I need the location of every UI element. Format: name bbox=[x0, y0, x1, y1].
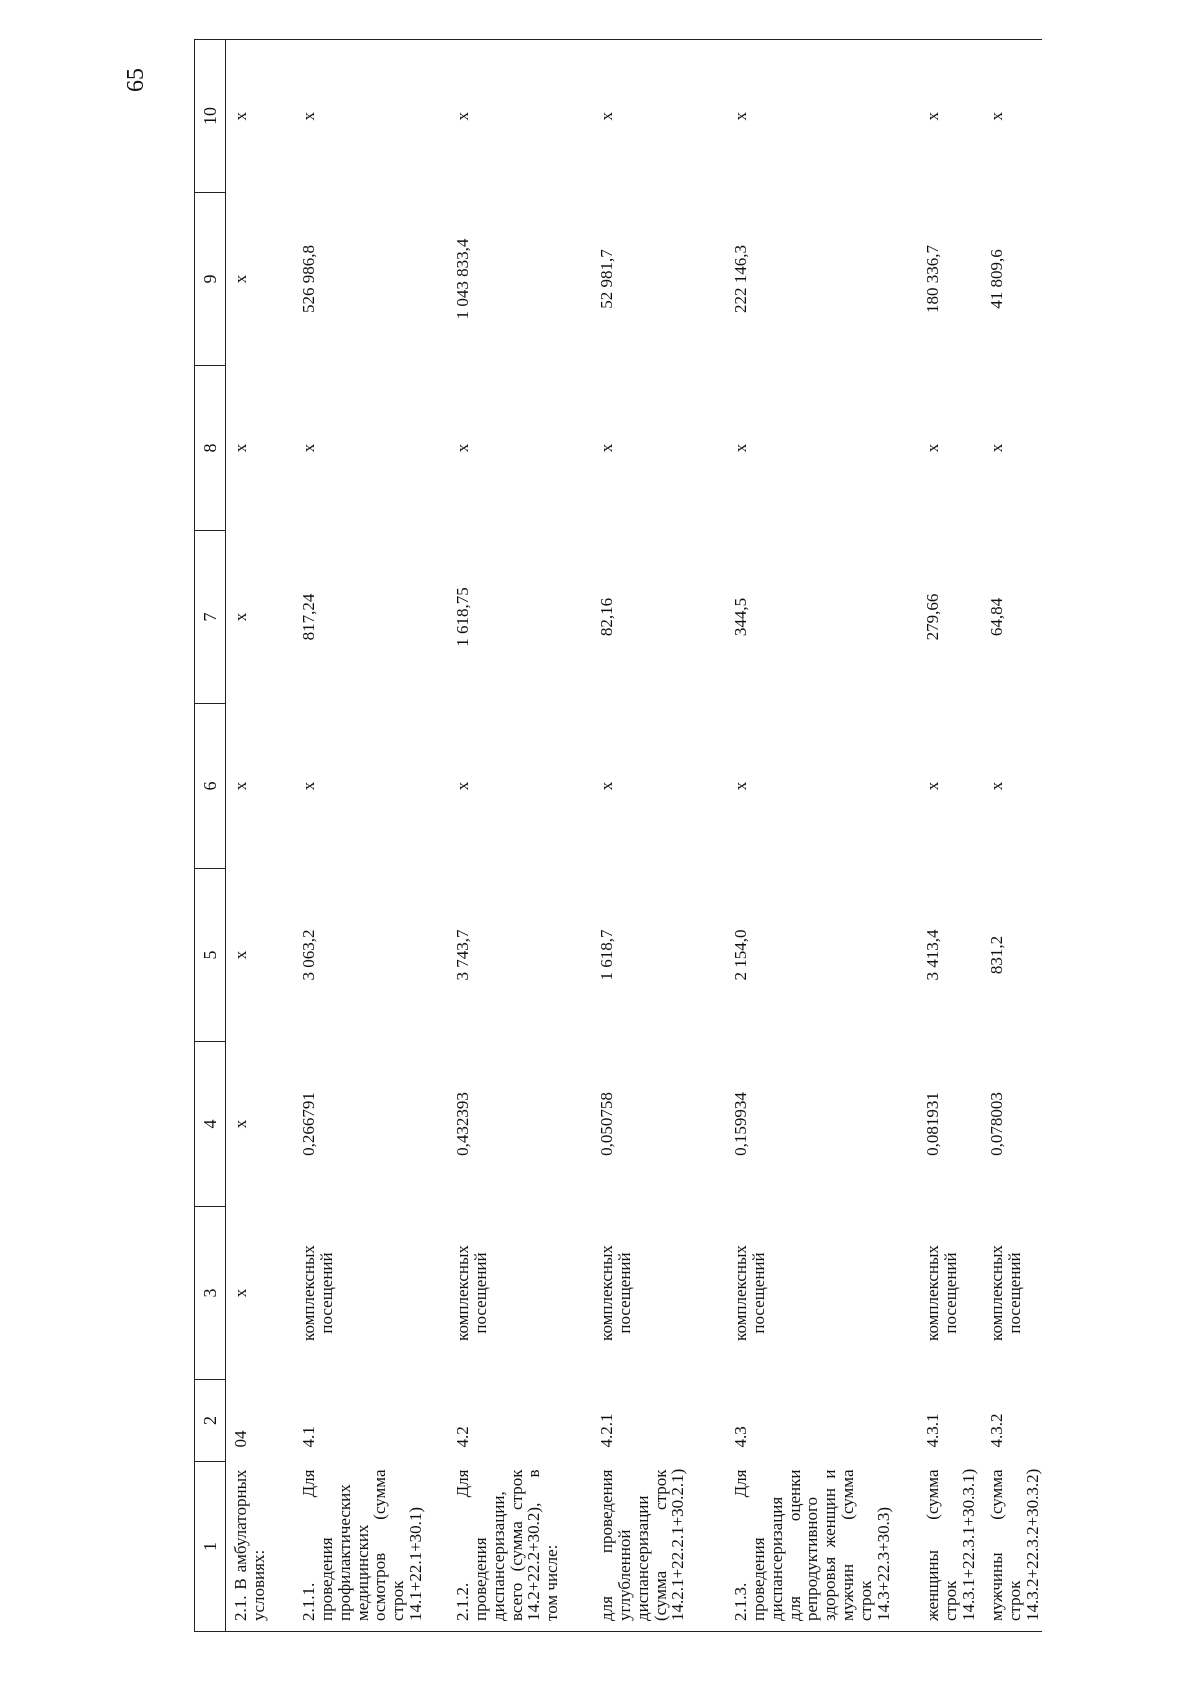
cell-col8: х bbox=[231, 443, 250, 453]
col-header-6: 6 bbox=[195, 704, 226, 869]
col-header-8: 8 bbox=[195, 366, 226, 531]
cell-col9: 52 981,7 bbox=[597, 249, 616, 309]
row-code: 4.3.2 bbox=[987, 1413, 1006, 1448]
cell-col6: х bbox=[231, 781, 250, 791]
cell-col8: х bbox=[453, 443, 472, 453]
cell-col10: х bbox=[294, 40, 448, 193]
unit-cell: комплексных посещений bbox=[987, 1245, 1024, 1341]
col-header-10: 10 bbox=[195, 40, 226, 193]
cell-col8: х bbox=[923, 443, 942, 453]
row-code: 4.1 bbox=[299, 1426, 318, 1448]
cell-col7: 1 618,75 bbox=[453, 587, 472, 647]
col-header-3: 3 bbox=[195, 1207, 226, 1380]
col-header-9: 9 bbox=[195, 193, 226, 366]
cell-col5: 3 413,4 bbox=[923, 929, 942, 981]
unit-cell: х bbox=[231, 1288, 250, 1298]
cell-col5: 831,2 bbox=[987, 935, 1006, 975]
data-table bbox=[194, 39, 1042, 1632]
cell-col4: 0,266791 bbox=[299, 1092, 318, 1156]
cell-col8: х bbox=[299, 443, 318, 453]
col-header-5: 5 bbox=[195, 869, 226, 1042]
cell-col6: х bbox=[923, 781, 942, 791]
unit-cell: комплексных посещений bbox=[731, 1245, 768, 1341]
cell-col7: 82,16 bbox=[597, 597, 616, 637]
cell-col6: х bbox=[597, 781, 616, 791]
cell-col10: х bbox=[226, 40, 295, 193]
cell-col10: х bbox=[726, 40, 918, 193]
cell-col5: 3 063,2 bbox=[299, 929, 318, 981]
cell-col9: х bbox=[231, 274, 250, 284]
row-code: 04 bbox=[231, 1430, 250, 1448]
cell-col10: х bbox=[918, 40, 982, 193]
row-code: 4.3 bbox=[731, 1426, 750, 1448]
cell-col5: х bbox=[231, 950, 250, 960]
header-row bbox=[195, 40, 226, 1632]
cell-col10: х bbox=[982, 40, 1042, 193]
cell-col4: 0,159934 bbox=[731, 1092, 750, 1156]
table-row bbox=[726, 40, 918, 1632]
cell-col4: 0,432393 bbox=[453, 1092, 472, 1156]
table-row bbox=[226, 40, 295, 1632]
cell-col4: 0,050758 bbox=[597, 1092, 616, 1156]
rotated-table-container bbox=[194, 40, 1042, 1632]
cell-col7: 279,66 bbox=[923, 593, 942, 641]
cell-col7: 817,24 bbox=[299, 593, 318, 641]
row-code: 4.2.1 bbox=[597, 1413, 616, 1448]
cell-col9: 41 809,6 bbox=[987, 249, 1006, 309]
cell-col9: 222 146,3 bbox=[731, 245, 750, 313]
cell-col6: х bbox=[731, 781, 750, 791]
cell-col9: 1 043 833,4 bbox=[453, 238, 472, 320]
cell-col6: х bbox=[299, 781, 318, 791]
table-row bbox=[448, 40, 592, 1632]
unit-cell: комплексных посещений bbox=[597, 1245, 634, 1341]
cell-col4: х bbox=[231, 1119, 250, 1129]
cell-col7: 344,5 bbox=[731, 597, 750, 637]
table-row bbox=[918, 40, 982, 1632]
cell-col5: 3 743,7 bbox=[453, 929, 472, 981]
row-label: 2.1.1. Для проведения профилактических медицинских осмотров (сумма строк 14.1+22.1+30.1) bbox=[294, 1462, 448, 1632]
row-label: женщины (сумма строк 14.3.1+22.3.1+30.3.1) bbox=[918, 1462, 982, 1632]
col-header-7: 7 bbox=[195, 531, 226, 704]
cell-col7: 64,84 bbox=[987, 597, 1006, 637]
row-label: для проведения углубленной диспансеризации (сумма строк 14.2.1+22.2.1+30.2.1) bbox=[592, 1462, 726, 1632]
row-code: 4.3.1 bbox=[923, 1413, 942, 1448]
cell-col10: х bbox=[448, 40, 592, 193]
unit-cell: комплексных посещений bbox=[299, 1245, 336, 1341]
cell-col10: х bbox=[592, 40, 726, 193]
col-header-4: 4 bbox=[195, 1042, 226, 1207]
cell-col6: х bbox=[987, 781, 1006, 791]
cell-col5: 2 154,0 bbox=[731, 929, 750, 981]
table-row bbox=[294, 40, 448, 1632]
cell-col8: х bbox=[987, 443, 1006, 453]
page-number: 65 bbox=[122, 68, 149, 92]
row-label: 2.1. В амбулаторных условиях: bbox=[226, 1462, 295, 1632]
row-label: 2.1.2. Для проведения диспансеризации, всего (сумма строк 14.2+22.2+30.2), в том числе: bbox=[448, 1462, 592, 1632]
cell-col9: 526 986,8 bbox=[299, 245, 318, 313]
cell-col4: 0,078003 bbox=[987, 1092, 1006, 1156]
table-row bbox=[592, 40, 726, 1632]
cell-col9: 180 336,7 bbox=[923, 245, 942, 313]
cell-col4: 0,081931 bbox=[923, 1092, 942, 1156]
unit-cell: комплексных посещений bbox=[453, 1245, 490, 1341]
cell-col8: х bbox=[731, 443, 750, 453]
row-code: 4.2 bbox=[453, 1426, 472, 1448]
cell-col8: х bbox=[597, 443, 616, 453]
unit-cell: комплексных посещений bbox=[923, 1245, 960, 1341]
col-header-1: 1 bbox=[195, 1462, 226, 1632]
row-label: мужчины (сумма строк 14.3.2+22.3.2+30.3.2) bbox=[982, 1462, 1042, 1632]
cell-col5: 1 618,7 bbox=[597, 929, 616, 981]
row-label: 2.1.3. Для проведения диспансеризация для оценки репродуктивного здоровья женщин и мужчин (сумма строк 14.3+22.3+30.3) bbox=[726, 1462, 918, 1632]
col-header-2: 2 bbox=[195, 1380, 226, 1462]
cell-col6: х bbox=[453, 781, 472, 791]
table-row bbox=[982, 40, 1042, 1632]
cell-col7: х bbox=[231, 612, 250, 622]
